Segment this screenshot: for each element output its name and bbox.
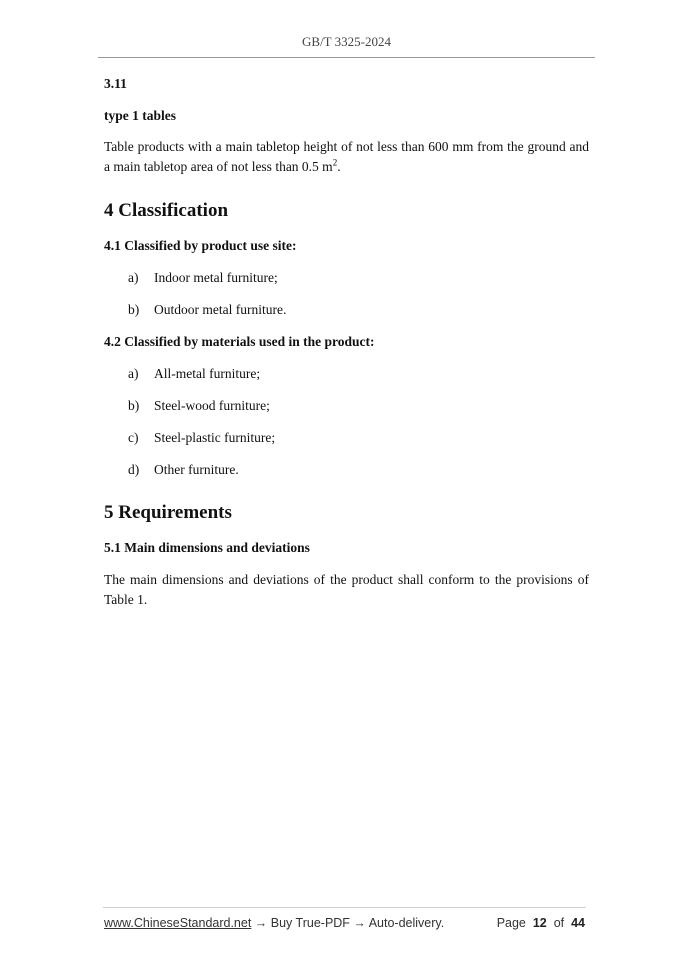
running-header: GB/T 3325-2024 xyxy=(302,34,391,49)
page-label: Page xyxy=(496,916,526,930)
list-item-text: All-metal furniture; xyxy=(154,366,261,381)
materials-list xyxy=(104,365,589,479)
term-definition-superscript: 2 xyxy=(332,157,338,168)
promo-text: → Buy True-PDF → Auto-delivery. xyxy=(251,916,445,930)
list-item xyxy=(104,397,589,415)
header-divider xyxy=(98,57,595,58)
list-item xyxy=(104,301,589,319)
term-definition xyxy=(104,137,589,177)
page-of: of xyxy=(553,916,565,930)
term-definition-end: . xyxy=(337,159,341,174)
list-marker: d) xyxy=(128,462,140,477)
section-4-heading: 4 Classification xyxy=(104,200,229,221)
list-item-text: Other furniture. xyxy=(154,462,239,477)
list-marker: a) xyxy=(128,366,139,381)
page-total: 44 xyxy=(571,916,585,930)
list-item-text: Indoor metal furniture; xyxy=(154,270,278,285)
clause-5-1-text: The main dimensions and deviations of the product shall conform to the provisions of Table 1. xyxy=(104,572,589,607)
list-marker: b) xyxy=(128,302,140,317)
list-item xyxy=(104,429,589,447)
section-5-heading: 5 Requirements xyxy=(104,502,232,523)
list-item-text: Outdoor metal furniture. xyxy=(154,302,287,317)
use-site-list xyxy=(104,269,589,319)
term-number: 3.11 xyxy=(104,76,127,91)
clause-4-1-heading: 4.1 Classified by product use site: xyxy=(104,238,297,253)
list-item-text: Steel-plastic furniture; xyxy=(154,430,276,445)
clause-4-2-heading: 4.2 Classified by materials used in the product: xyxy=(104,334,375,349)
page-indicator xyxy=(497,916,585,930)
list-marker: b) xyxy=(128,398,140,413)
site-link[interactable]: www.ChineseStandard.net xyxy=(104,916,252,930)
list-marker: a) xyxy=(128,270,139,285)
footer-promo xyxy=(104,916,444,930)
list-marker: c) xyxy=(128,430,139,445)
page-body xyxy=(104,76,589,610)
clause-5-1-heading: 5.1 Main dimensions and deviations xyxy=(104,540,310,555)
footer-divider xyxy=(103,907,586,908)
term-name: type 1 tables xyxy=(104,108,176,123)
list-item-text: Steel-wood furniture; xyxy=(154,398,270,413)
page-current: 12 xyxy=(532,916,547,930)
term-definition-text: Table products with a main tabletop height of not less than 600 mm from the ground and a main tabletop area of not less than 0.5 m xyxy=(104,139,589,174)
list-item xyxy=(104,365,589,383)
page-footer xyxy=(104,916,585,930)
list-item xyxy=(104,461,589,479)
list-item xyxy=(104,269,589,287)
